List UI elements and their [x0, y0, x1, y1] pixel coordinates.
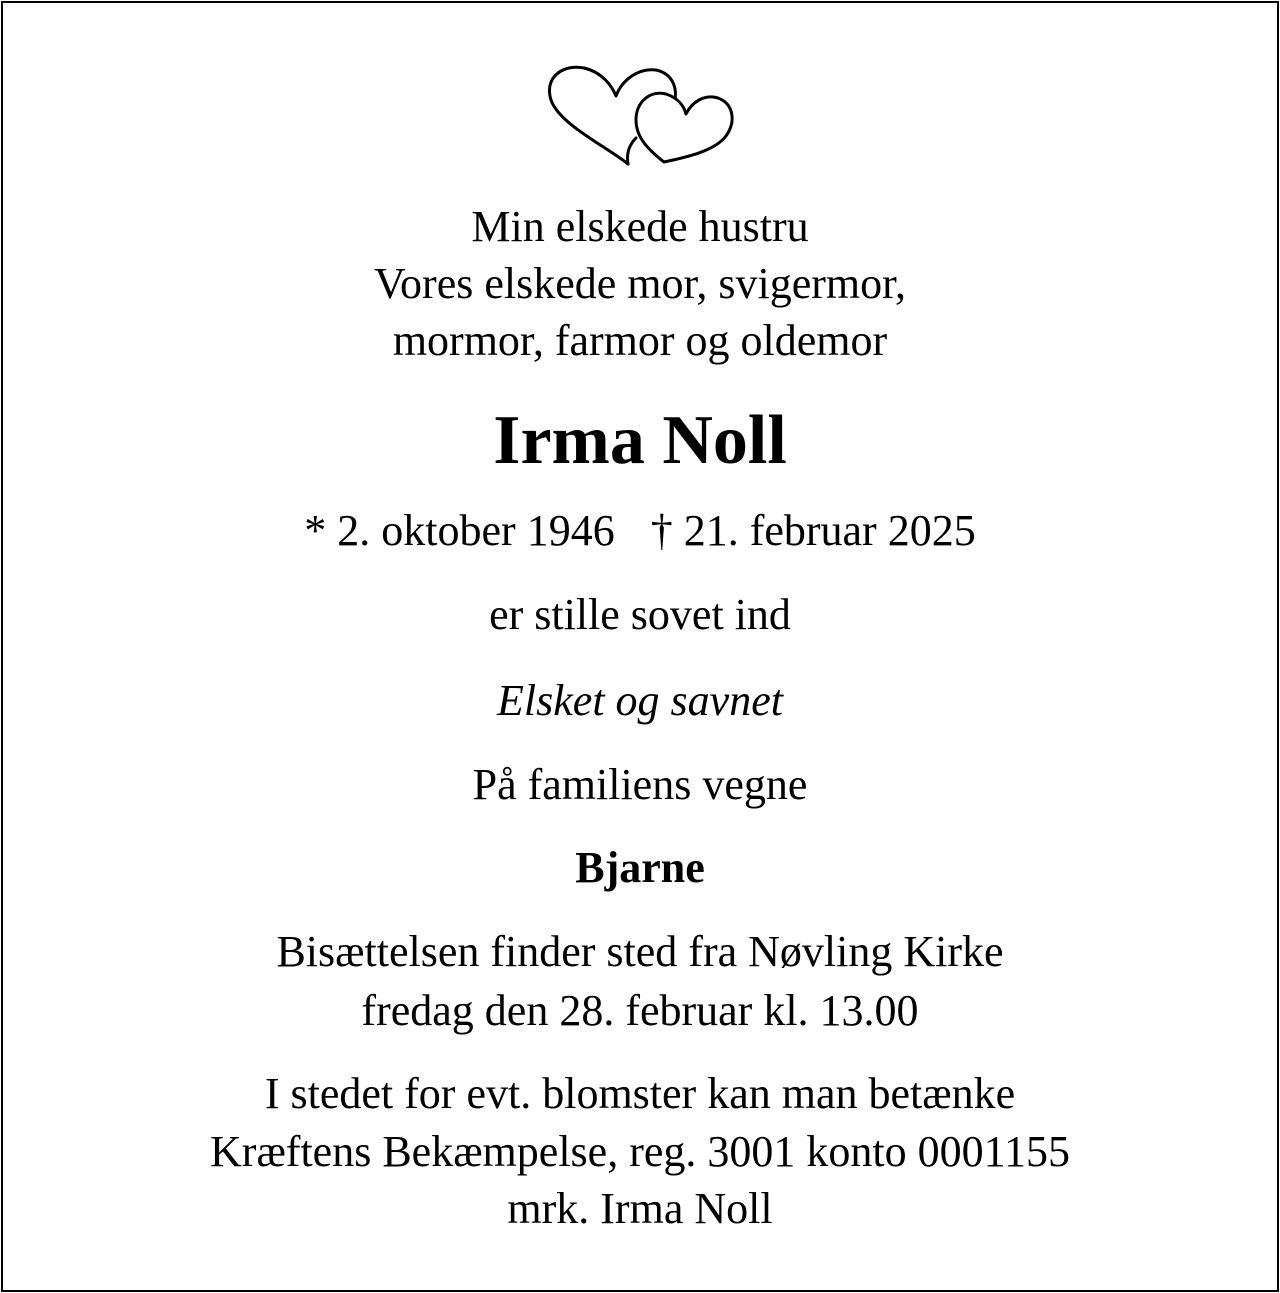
on-behalf-line: På familiens vegne [472, 760, 808, 809]
funeral-line-1: Bisættelsen finder sted fra Nøvling Kirke [276, 927, 1004, 976]
birth-date: * 2. oktober 1946 [304, 506, 615, 555]
tribute-line: Elsket og savnet [497, 676, 783, 725]
donation-line-3: mrk. Irma Noll [507, 1184, 773, 1233]
passing-line: er stille sovet ind [489, 590, 791, 639]
intro-line-2: Vores elskede mor, svigermor, [373, 259, 907, 308]
two-hearts-icon [546, 62, 736, 170]
donation-line-2: Kræftens Bekæmpelse, reg. 3001 konto 0001155 [210, 1127, 1070, 1176]
funeral-line-2: fredag den 28. februar kl. 13.00 [361, 986, 919, 1035]
signature-name: Bjarne [575, 843, 705, 892]
donation-line-1: I stedet for evt. blomster kan man betænke [264, 1069, 1016, 1118]
intro-line-3: mormor, farmor og oldemor [392, 316, 888, 365]
deceased-name: Irma Noll [493, 402, 787, 479]
life-dates [0, 503, 1280, 559]
intro-line-1: Min elskede hustru [471, 202, 809, 251]
death-date: † 21. februar 2025 [650, 506, 976, 555]
